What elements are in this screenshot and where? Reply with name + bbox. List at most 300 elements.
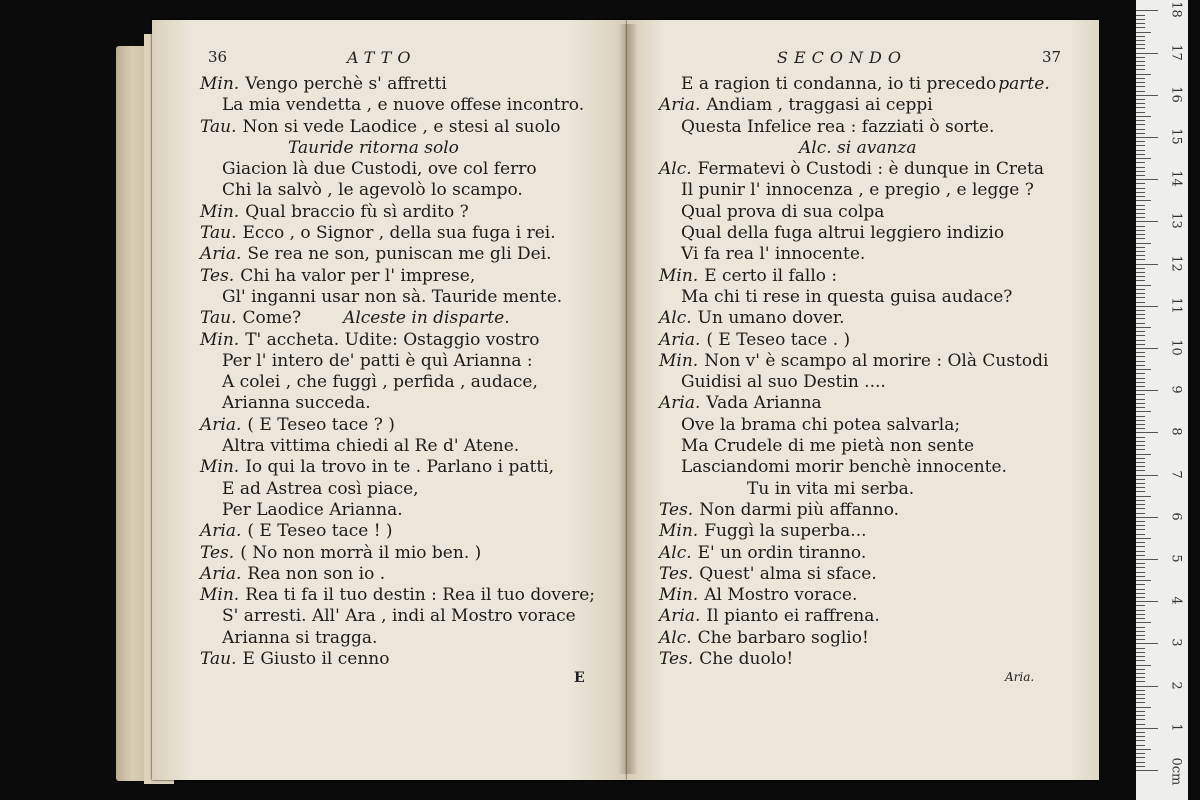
ruler-tick <box>1136 280 1145 281</box>
ruler-tick <box>1136 572 1145 573</box>
ruler-tick <box>1136 112 1145 113</box>
ruler-tick <box>1136 390 1158 391</box>
ruler-number: 6 <box>1168 512 1184 521</box>
ruler-tick <box>1136 145 1145 146</box>
ruler-tick <box>1136 681 1145 682</box>
text-line <box>659 606 1050 627</box>
text-line <box>200 202 595 223</box>
text-line <box>659 159 1050 180</box>
verse-text: E a ragion ti condanna, io ti precedo <box>681 74 997 94</box>
text-line <box>659 180 1050 201</box>
left-page-number: 36 <box>208 48 228 66</box>
ruler-tick <box>1136 69 1145 70</box>
text-line <box>659 372 1050 393</box>
ruler-tick <box>1136 424 1145 425</box>
text-line <box>200 244 595 265</box>
ruler-tick <box>1136 133 1145 134</box>
ruler-number: 16 <box>1168 86 1184 103</box>
text-line <box>200 500 595 521</box>
verse-text: Rea non son io . <box>247 563 386 584</box>
ruler-number: 13 <box>1168 212 1184 230</box>
ruler-tick <box>1136 732 1145 733</box>
ruler-tick <box>1136 74 1151 75</box>
text-line <box>200 95 595 116</box>
right-running-head: SECONDO <box>777 48 907 67</box>
ruler-tick <box>1136 728 1158 729</box>
ruler-tick <box>1136 302 1145 303</box>
text-line <box>200 180 595 201</box>
ruler-tick <box>1136 36 1145 37</box>
ruler-tick <box>1136 521 1145 522</box>
speaker-label: Tes. <box>200 542 235 563</box>
ruler-tick <box>1136 230 1145 231</box>
ruler-tick <box>1136 563 1145 564</box>
book-gutter <box>618 24 638 774</box>
ruler-tick <box>1136 745 1145 746</box>
ruler-tick <box>1136 120 1145 121</box>
ruler-tick <box>1136 124 1145 125</box>
text-line <box>200 223 595 244</box>
ruler-tick <box>1136 711 1145 712</box>
ruler-tick <box>1136 57 1145 58</box>
ruler-tick <box>1136 158 1151 159</box>
ruler-tick <box>1136 293 1145 294</box>
ruler-tick <box>1136 407 1145 408</box>
speaker-label: Aria. <box>659 393 701 414</box>
ruler-tick <box>1136 462 1145 463</box>
verse-text: Questa Infelice rea : fazziati ò sorte. <box>681 116 995 137</box>
ruler-tick <box>1136 416 1145 417</box>
ruler-tick <box>1136 677 1145 678</box>
ruler-tick <box>1136 268 1145 269</box>
text-line <box>200 351 595 372</box>
ruler-tick <box>1136 622 1151 623</box>
ruler-tick <box>1136 665 1151 666</box>
verse-text: Al Mostro vorace. <box>704 585 858 606</box>
text-line <box>659 628 1050 649</box>
ruler-tick <box>1136 226 1145 227</box>
ruler-tick <box>1136 141 1145 142</box>
ruler-tick <box>1136 394 1145 395</box>
text-line <box>200 628 595 649</box>
ruler-tick <box>1136 259 1145 260</box>
ruler-tick <box>1136 255 1145 256</box>
ruler-tick <box>1136 534 1145 535</box>
left-page-text <box>200 74 595 670</box>
ruler-tick <box>1136 593 1145 594</box>
speaker-label: Aria. <box>200 414 242 435</box>
verse-text: Io qui la trovo in te . Parlano i patti, <box>245 457 554 478</box>
ruler-tick <box>1136 517 1158 518</box>
verse-text: Il punir l' innocenza , e pregio , e legge ? <box>681 180 1034 201</box>
ruler-tick <box>1136 529 1145 530</box>
verse-text: E ad Astrea così piace, <box>222 478 419 499</box>
ruler-tick <box>1136 437 1145 438</box>
ruler-tick <box>1136 205 1145 206</box>
text-line <box>659 244 1050 265</box>
ruler-tick <box>1136 340 1145 341</box>
speaker-label: Aria. <box>200 521 242 542</box>
speaker-label: Aria. <box>659 606 701 627</box>
ruler-tick <box>1136 272 1145 273</box>
ruler-tick <box>1136 285 1151 286</box>
text-line <box>659 74 1050 95</box>
verse-text: Arianna si tragga. <box>222 627 378 648</box>
verse-text: Fermatevi ò Custodi : è dunque in Creta <box>697 159 1045 180</box>
verse-text: ( E Teseo tace ! ) <box>247 521 393 542</box>
ruler-tick <box>1136 103 1145 104</box>
ruler-tick <box>1136 707 1151 708</box>
ruler-tick <box>1136 740 1145 741</box>
verse-text: Chi ha valor per l' imprese, <box>240 265 476 286</box>
ruler-tick <box>1136 150 1145 151</box>
speaker-label: Tes. <box>659 649 694 670</box>
text-line <box>659 649 1050 670</box>
ruler-tick <box>1136 479 1145 480</box>
text-line <box>200 457 595 478</box>
ruler-tick <box>1136 352 1145 353</box>
book-spread <box>108 14 1108 784</box>
ruler-tick <box>1136 171 1145 172</box>
ruler-tick <box>1136 698 1145 699</box>
ruler-tick <box>1136 331 1145 332</box>
text-line <box>200 649 595 670</box>
ruler-tick <box>1136 386 1145 387</box>
ruler-tick <box>1136 432 1158 433</box>
speaker-label: Min. <box>659 265 699 286</box>
ruler-tick <box>1136 458 1145 459</box>
speaker-label: Tes. <box>200 265 235 286</box>
ruler-tick <box>1136 323 1145 324</box>
verse-text: Gl' inganni usar non sà. Tauride mente. <box>222 286 563 307</box>
ruler-tick <box>1136 428 1145 429</box>
verse-text: Altra vittima chiedi al Re d' Atene. <box>222 436 520 457</box>
ruler-tick <box>1136 559 1158 560</box>
text-line <box>200 393 595 414</box>
ruler-tick <box>1136 576 1145 577</box>
right-page-text <box>659 74 1050 670</box>
ruler-tick <box>1136 483 1145 484</box>
ruler-number: 15 <box>1168 128 1184 145</box>
ruler-tick <box>1136 542 1145 543</box>
text-line <box>200 479 595 500</box>
speaker-label: Alc. <box>659 542 692 563</box>
verse-text: Per Laodice Arianna. <box>222 499 403 520</box>
text-line <box>659 266 1050 287</box>
ruler-tick <box>1136 635 1145 636</box>
text-line <box>659 521 1050 542</box>
stage-direction: Alceste in disparte. <box>343 308 510 329</box>
ruler-number: 18 <box>1168 1 1184 19</box>
ruler-tick <box>1136 584 1145 585</box>
verse-text: Tu in vita mi serba. <box>747 478 915 499</box>
ruler-tick <box>1136 91 1145 92</box>
verse-text: Quest' alma si sface. <box>699 563 877 584</box>
ruler-tick <box>1136 399 1145 400</box>
ruler-tick <box>1136 669 1145 670</box>
verse-text: E certo il fallo : <box>704 265 838 286</box>
ruler-tick <box>1136 335 1145 336</box>
ruler-tick <box>1136 694 1145 695</box>
ruler-tick <box>1136 589 1145 590</box>
stage-direction: parte. <box>998 74 1050 94</box>
ruler-tick <box>1136 116 1151 117</box>
ruler-number: 12 <box>1168 254 1184 272</box>
verse-text: ( E Teseo tace . ) <box>706 329 851 350</box>
text-line <box>659 564 1050 585</box>
verse-text: ( No non morrà il mio ben. ) <box>240 542 482 563</box>
ruler-tick <box>1136 365 1145 366</box>
ruler-tick <box>1136 466 1145 467</box>
verse-text: Lasciandomi morir benchè innocente. <box>681 457 1007 478</box>
ruler-tick <box>1136 762 1145 763</box>
ruler-tick <box>1136 449 1145 450</box>
verse-text: ( E Teseo tace ? ) <box>247 414 395 435</box>
ruler-number: 7 <box>1168 469 1184 479</box>
text-line <box>200 159 595 180</box>
ruler-tick <box>1136 508 1145 509</box>
ruler-tick <box>1136 378 1145 379</box>
ruler-tick <box>1136 551 1145 552</box>
text-line <box>659 138 1050 159</box>
text-line <box>200 266 595 287</box>
verse-text: Per l' intero de' patti è quì Arianna : <box>222 350 533 371</box>
verse-text: Un umano dover. <box>697 308 845 329</box>
ruler-tick <box>1136 643 1158 644</box>
ruler-tick <box>1136 251 1145 252</box>
verse-text: Non v' è scampo al morire : Olà Custodi <box>704 350 1049 371</box>
ruler-tick <box>1136 65 1145 66</box>
ruler-tick <box>1136 766 1145 767</box>
verse-text: Qual della fuga altrui leggiero indizio <box>681 223 1005 244</box>
text-line <box>659 117 1050 138</box>
ruler-tick <box>1136 361 1145 362</box>
ruler-tick <box>1136 538 1151 539</box>
text-line <box>200 138 595 159</box>
speaker-label: Min. <box>659 350 699 371</box>
speaker-label: Aria. <box>200 244 242 265</box>
ruler-tick <box>1136 382 1145 383</box>
text-line <box>200 415 595 436</box>
ruler-tick <box>1136 217 1145 218</box>
ruler-number: 8 <box>1168 427 1184 437</box>
ruler-tick <box>1136 660 1145 661</box>
text-line <box>659 436 1050 457</box>
ruler-tick <box>1136 48 1145 49</box>
ruler-tick <box>1136 27 1145 28</box>
text-line <box>659 351 1050 372</box>
text-line <box>200 372 595 393</box>
ruler-tick <box>1136 40 1145 41</box>
verse-text: Fuggì la superba... <box>704 521 867 542</box>
ruler-tick <box>1136 200 1151 201</box>
verse-text: E Giusto il cenno <box>242 649 390 670</box>
text-line <box>200 287 595 308</box>
speaker-label: Min. <box>659 585 699 606</box>
ruler-tick <box>1136 264 1158 265</box>
verse-text: Qual prova di sua colpa <box>681 201 885 222</box>
ruler-tick <box>1136 167 1145 168</box>
ruler-tick <box>1136 631 1145 632</box>
ruler-tick <box>1136 179 1158 180</box>
ruler-tick <box>1136 78 1145 79</box>
ruler-tick <box>1136 555 1145 556</box>
ruler-tick <box>1136 454 1151 455</box>
ruler-tick <box>1136 243 1151 244</box>
ruler-tick <box>1136 500 1145 501</box>
ruler-number: 14 <box>1168 170 1184 187</box>
verse-text: La mia vendetta , e nuove offese incontro. <box>222 95 585 116</box>
ruler-tick <box>1136 690 1145 691</box>
ruler-tick <box>1136 567 1145 568</box>
ruler-tick <box>1136 289 1145 290</box>
ruler-tick <box>1136 154 1145 155</box>
ruler-tick <box>1136 10 1158 11</box>
ruler-tick <box>1136 715 1145 716</box>
verse-text: Andiam , traggasi ai ceppi <box>706 95 933 116</box>
speaker-label: Aria. <box>659 95 701 116</box>
ruler-tick <box>1136 192 1145 193</box>
verse-text: Ma chi ti rese in questa guisa audace? <box>681 286 1013 307</box>
ruler-tick <box>1136 221 1158 222</box>
ruler-number: 2 <box>1168 680 1184 690</box>
verse-text: Vi fa rea l' innocente. <box>681 244 866 265</box>
ruler-tick <box>1136 129 1145 130</box>
verse-text: Ecco , o Signor , della sua fuga i rei. <box>242 223 556 244</box>
ruler-number: 9 <box>1168 385 1184 394</box>
ruler-tick <box>1136 580 1151 581</box>
ruler-tick <box>1136 770 1158 771</box>
ruler-tick <box>1136 673 1145 674</box>
ruler-tick <box>1136 213 1145 214</box>
speaker-label: Min. <box>200 585 240 606</box>
ruler-tick <box>1136 327 1151 328</box>
ruler-number: 10 <box>1168 339 1184 356</box>
text-line <box>659 202 1050 223</box>
speaker-label: Min. <box>200 457 240 478</box>
ruler-tick <box>1136 445 1145 446</box>
ruler-tick <box>1136 19 1145 20</box>
speaker-label: Alc. <box>659 627 692 648</box>
ruler-tick <box>1136 597 1145 598</box>
right-page-number: 37 <box>1042 48 1062 66</box>
ruler-tick <box>1136 348 1158 349</box>
left-running-head: ATTO <box>347 48 417 67</box>
speaker-label: Min. <box>200 74 240 94</box>
verse-text: Rea ti fa il tuo destin : Rea il tuo dovere; <box>245 585 596 606</box>
verse-text: A colei , che fuggì , perfida , audace, <box>222 372 538 393</box>
ruler-tick <box>1136 183 1145 184</box>
text-line <box>659 393 1050 414</box>
ruler-tick <box>1136 373 1145 374</box>
text-line <box>200 543 595 564</box>
verse-text: Vada Arianna <box>706 393 822 414</box>
text-line <box>200 585 595 606</box>
ruler-tick <box>1136 310 1145 311</box>
ruler-tick <box>1136 702 1145 703</box>
speaker-label: Alc. <box>659 308 692 329</box>
verse-text: Che barbaro soglio! <box>697 627 869 648</box>
text-line <box>659 457 1050 478</box>
ruler-tick <box>1136 306 1158 307</box>
ruler-tick <box>1136 238 1145 239</box>
ruler-number: 1 <box>1168 723 1184 732</box>
verse-text: Ma Crudele di me pietà non sente <box>681 436 975 457</box>
ruler-tick <box>1136 753 1145 754</box>
text-line <box>200 564 595 585</box>
ruler-tick <box>1136 719 1145 720</box>
right-page <box>627 20 1099 780</box>
ruler-tick <box>1136 82 1145 83</box>
ruler-unit-label: 0cm <box>1168 757 1184 786</box>
ruler-tick <box>1136 656 1145 657</box>
ruler-tick <box>1136 525 1145 526</box>
ruler-tick <box>1136 175 1145 176</box>
ruler-tick <box>1136 546 1145 547</box>
ruler-tick <box>1136 318 1145 319</box>
ruler-tick <box>1136 513 1145 514</box>
stage-direction: Alc. si avanza <box>799 137 917 158</box>
ruler-tick <box>1136 627 1145 628</box>
text-line <box>200 436 595 457</box>
text-line <box>200 74 595 95</box>
ruler-tick <box>1136 652 1145 653</box>
ruler-tick <box>1136 15 1145 16</box>
ruler-number: 11 <box>1168 297 1184 314</box>
speaker-label: Tau. <box>200 116 237 137</box>
verse-text: T' accheta. Udite: Ostaggio vostro <box>245 329 540 350</box>
ruler-tick <box>1136 196 1145 197</box>
verse-text: Non darmi più affanno. <box>699 499 900 520</box>
ruler-tick <box>1136 61 1145 62</box>
ruler-tick <box>1136 749 1151 750</box>
ruler-tick <box>1136 86 1145 87</box>
catchword: Aria. <box>1005 670 1035 684</box>
speaker-label: Tau. <box>200 223 237 244</box>
speaker-label: Tes. <box>659 563 694 584</box>
ruler-tick <box>1136 686 1158 687</box>
ruler-number: 4 <box>1168 596 1184 605</box>
text-line <box>659 500 1050 521</box>
ruler-tick <box>1136 95 1158 96</box>
verse-text: Giacion là due Custodi, ove col ferro <box>222 159 537 180</box>
ruler-tick <box>1136 610 1145 611</box>
ruler-tick <box>1136 356 1145 357</box>
text-line <box>659 415 1050 436</box>
ruler-tick <box>1136 297 1145 298</box>
ruler-tick <box>1136 420 1145 421</box>
stage-direction: Tauride ritorna solo <box>288 137 459 158</box>
ruler-tick <box>1136 53 1158 54</box>
speaker-label: Tau. <box>200 649 237 670</box>
ruler-tick <box>1136 137 1158 138</box>
ruler-tick <box>1136 314 1145 315</box>
ruler-tick <box>1136 403 1145 404</box>
ruler-tick <box>1136 247 1145 248</box>
verse-text: Guidisi al suo Destin .... <box>681 372 886 393</box>
ruler-tick <box>1136 605 1145 606</box>
text-line <box>200 308 595 329</box>
ruler-tick <box>1136 369 1151 370</box>
speaker-label: Tes. <box>659 499 694 520</box>
verse-text: Arianna succeda. <box>222 393 371 414</box>
left-page <box>152 20 627 780</box>
verse-text: Qual braccio fù sì ardito ? <box>245 201 469 222</box>
text-line <box>200 521 595 542</box>
speaker-label: Alc. <box>659 159 692 180</box>
ruler-tick <box>1136 188 1145 189</box>
verse-text: Chi la salvò , le agevolò lo scampo. <box>222 180 523 201</box>
